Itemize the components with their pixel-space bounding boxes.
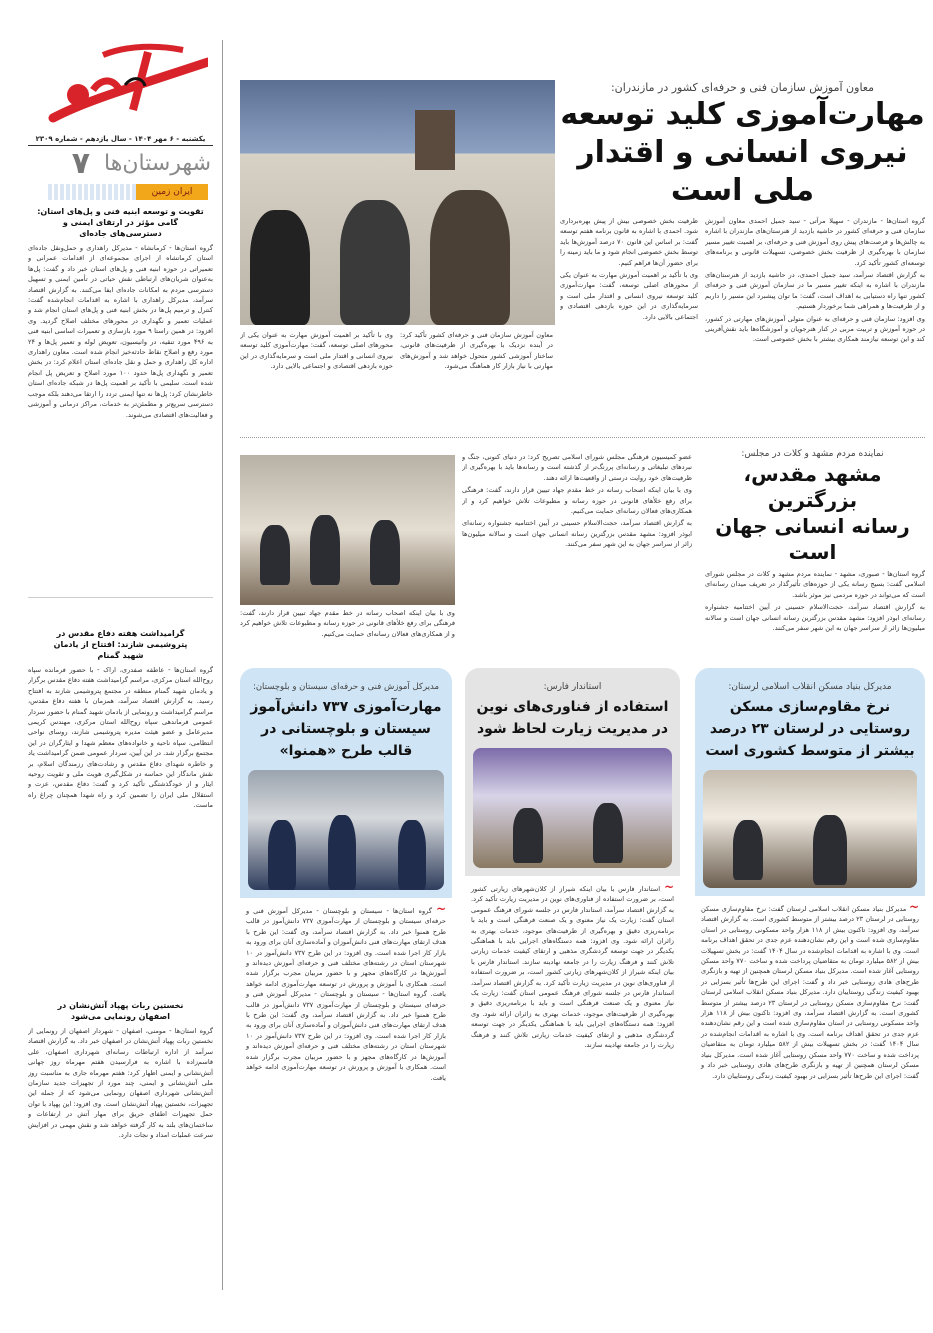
box-headline[interactable]: مهارت‌آموزی ۷۳۷ دانش‌آموز سیستان و بلوچستانی در قالب طرح «همنوا» <box>250 699 442 759</box>
band-label: ایران زمین <box>136 184 208 200</box>
second-body-col-1: گروه استان‌ها - صبوری، مشهد - نماینده مردم مشهد و کلات در مجلس شورای اسلامی گفت: بسیج رسانه یکی از حوزه‌های تأثیرگذار در تعریف میدان رسانه‌ای است که می‌تواند در حوزه مردمی نیز موثر باشد. به گزارش اقتصاد سرآمد، حجت‌الاسلام حسینی در آیین اختتامیه جشنواره رسانه‌ای ابوذر افزود: مشهد مقدس بزرگترین رسانه انسانی جهان است و سالانه میلیون‌ها زائر از سراسر جهان به این شهر سفر می‌کنند. <box>705 570 925 633</box>
box-photo <box>473 748 672 868</box>
lead-body-col-3: معاون آموزش سازمان فنی و حرفه‌ای کشور تأکید کرد: در آینده نزدیک با بهره‌گیری از ظرفیت‌های قانونی، ساختار آموزشی کشور متحول خواهد شد و آموزش‌های مهارتی با نیاز بازار کار هماهنگ می‌شود. <box>400 331 553 371</box>
sidebar-story-2 <box>28 597 213 992</box>
sidebar-story-3 <box>28 1000 213 1290</box>
lead-headline-2[interactable]: نیروی انسانی و اقتدار ملی است <box>577 135 908 208</box>
section-band <box>48 184 208 200</box>
box-kicker: مدیرکل بنیاد مسکن انقلاب اسلامی لرستان: <box>728 682 892 692</box>
box-lorestan <box>695 668 925 1258</box>
section-title <box>28 146 213 182</box>
box-body: ~ گروه استان‌ها - سیستان و بلوچستان - مدیرکل آموزش فنی و حرفه‌ای سیستان و بلوچستان از مهارت‌آموزی ۷۳۷ دانش‌آموز در قالب طرح همنوا خبر داد. به گزارش اقتصاد سرآمد، وی گفت: این طرح با هدف ارتقای مهارت‌های فنی دانش‌آموزان و آماده‌سازی آنان برای ورود به بازار کار اجرا شده است. وی افزود: در این طرح ۷۳۷ دانش‌آموز در ۱۰ شهرستان استان در رشته‌های مختلف فنی و حرفه‌ای آموزش دیده‌اند و آموزش‌ها در کارگاه‌های مجهز و با حضور مربیان مجرب برگزار شده است. همکاری با آموزش و پرورش در توسعه مهارت‌آموزی ادامه خواهد یافت. گروه استان‌ها - سیستان و بلوچستان - مدیرکل آموزش فنی و حرفه‌ای سیستان و بلوچستان از مهارت‌آموزی ۷۳۷ دانش‌آموز در قالب طرح همنوا خبر داد. به گزارش اقتصاد سرآمد، وی گفت: این طرح با هدف ارتقای مهارت‌های فنی دانش‌آموزان و آماده‌سازی آنان برای ورود به بازار کار اجرا شده است. وی افزود: در این طرح ۷۳۷ دانش‌آموز در ۱۰ شهرستان استان در رشته‌های مختلف فنی و حرفه‌ای آموزش دیده‌اند و آموزش‌ها در کارگاه‌های مجهز و با حضور مربیان مجرب برگزار شده است. همکاری با آموزش و پرورش در توسعه مهارت‌آموزی ادامه خواهد یافت. <box>240 898 452 1258</box>
lead-body-col-4: وی با تأکید بر اهمیت آموزش مهارت به عنوان یکی از محورهای اصلی توسعه، گفت: مهارت‌آموزی کلید توسعه نیروی انسانی و اقتدار ملی است و سرمایه‌گذاری در این حوزه بازدهی اقتصادی و اجتماعی بالایی دارد. <box>240 331 393 371</box>
story-title[interactable]: گرامیداشت هفته دفاع مقدس در پتروشیمی شازند: افتتاح از یادمان شهید گمنام <box>53 629 188 660</box>
story-divider <box>240 437 925 438</box>
story-body: گروه استان‌ها - مومنی، اصفهان - شهردار اصفهان از رونمایی از نخستین ربات پهپاد آتش‌نشان در اصفهان خبر داد. به گزارش اقتصاد سرآمد از اداره ارتباطات رسانه‌ای شهرداری اصفهان، علی قاسم‌زاده با اشاره به فرارسیدن هفتم مهرماه روز جهانی آتش‌نشانی و ایمنی اظهار کرد: هفتم مهرماه جاری به مناسبت روز ملی آتش‌نشانی و ایمنی، چند مورد از تجهیزات جدید سازمان آتش‌نشانی شهرداری اصفهان رونمایی می‌شود که از جمله این تجهیزات، نخستین پهپاد آتش‌نشان است. وی افزود: این پهپاد با توان حمل تجهیزات اطفای حریق برای مهار آتش در ارتفاعات و ساختمان‌های بلند به کار گرفته خواهد شد و نقش مهمی در افزایش سرعت عملیات امداد و نجات دارد. <box>28 1027 213 1140</box>
box-fars <box>465 668 680 1258</box>
source-logo: ~ <box>663 880 674 894</box>
story-body: گروه استان‌ها - کرمانشاه - مدیرکل راهداری و حمل‌ونقل جاده‌ای استان کرمانشاه از اجرای مجموعه‌ای از اقدامات عمرانی و تعمیراتی در حوزه ابنیه فنی و پل‌های استان خبر داد و گفت: پل‌ها به‌عنوان شریان‌های ارتباطی نقش حیاتی در تأمین ایمنی و تسهیل دسترسی مردم به امکانات جاده‌ای ایفا می‌کنند. به گزارش اقتصاد سرآمد، مدیرکل راهداری با اشاره به اقدامات انجام‌شده گفت: کنترل و ترمیم پل‌ها در بخش ابنیه فنی و پل‌های استان انجام شد و عملیات تعمیر و نگهداری در محورهای مختلف اصلاح گردید. وی افزود: در همین راستا ۹ مورد بازسازی و تعمیرات اساسی ابنیه فنی به ۴۹۶ مورد تنقیه، در وانیسیون، تعویض لوله و تعمیر پل‌ها و ۲۴ مورد رفع و اصلاح نقاط حادثه‌خیز انجام شده است. معاون راهداری اداره کل راهداری و حمل و نقل جاده‌ای استان اعلام کرد: در بخش تعمیر و نگهداری پل‌ها حدود ۱۰۰ مورد اصلاح و تعریض پل انجام شده است. سلیمی با تأکید بر اهمیت پل‌ها در شبکه جاده‌ای استان خاطرنشان کرد: پل‌ها نه تنها ایمنی تردد را ارتقا می‌دهند بلکه موجب دسترسی سریع‌تر و مطمئن‌تر به خدمات، مراکز درمانی و آموزشی و فعالیت‌های اقتصادی می‌شوند. <box>28 244 213 419</box>
source-logo: ~ <box>435 902 446 916</box>
section-name: شهرستان‌ها <box>104 151 211 176</box>
box-kicker: مدیرکل آموزش فنی و حرفه‌ای سیستان و بلوچستان: <box>252 682 440 692</box>
box-sistan <box>240 668 452 1258</box>
sidebar-story-1 <box>28 206 213 591</box>
second-headline-2[interactable]: رسانه انسانی جهان است <box>715 514 910 564</box>
lead-headline-1[interactable]: مهارت‌آموزی کلید توسعه <box>560 97 925 132</box>
date-line: یکشنبه - ۶ مهر ۱۴۰۴ - سال یازدهم - شماره ۲۳۰۹ <box>28 135 213 146</box>
column-divider <box>222 40 223 1290</box>
lead-body-row <box>560 216 925 432</box>
story-body: گروه استان‌ها - عاطفه صفدری، اراک - با حضور فرمانده سپاه روح‌الله استان مرکزی، مراسم گرامیداشت هفته دفاع مقدس برگزار و یادمان شهید گمنام منطقه در مجتمع پتروشیمی شازند به افتتاح رسید. به گزارش اقتصاد سرآمد، همزمان با هفته دفاع مقدس، مراسم گرامیداشت و رونمایی از یادمان شهید گمنام با حضور سردار عمومی فرماندهی سپاه روح‌الله استان مرکزی، مهندس کریمی مدیرعامل و عضو هیئت مدیره پتروشیمی شازند، روسای نواحی انتظامی، سپاه ناحیه و خانواده‌های معظم شهدا و ایثارگران در این مجتمع برگزار شد. در این آیین، سردار عمومی ضمن گرامیداشت یاد و خاطره شهدای دفاع مقدس و رشادت‌های رزمندگان اسلام، بر نقش ماندگار این حماسه در شکل‌گیری هویت ملی و تقویت روحیه ایثار و از خودگذشتگی تأکید کرد و گفت: دفاع مقدس، عزت و استقلال ملی ایران را تضمین کرد و راه شهدا همچنان چراغ راه ماست. <box>28 666 213 810</box>
lead-photo <box>240 80 555 325</box>
box-photo <box>703 770 917 888</box>
lead-body-col-1: گروه استان‌ها - مازندران - سهیلا مرآتی - سید جمیل احمدی معاون آموزش سازمان فنی و حرفه‌ای کشور در حاشیه بازدید از هنرستان‌های مازندران با اشاره به چالش‌ها و فرصت‌های پیش روی آموزش فنی و حرفه‌ای، بر اهمیت تغییر مسیر سازمان با بهره‌گیری از ظرفیت بخش خصوصی، تسهیلات قانونی و برنامه‌های توسعه‌ای کشور تأکید کرد. به گزارش اقتصاد سرآمد، سید جمیل احمدی، در حاشیه بازدید از هنرستان‌های مازندران با اشاره به اینکه تغییر مسیر ما در سازمان آموزش فنی و حرفه‌ای کشور تنها راه دستیابی به اهداف است، گفت: ما توان پیشبرد این مسیر را داریم و از ظرفیت‌ها و همراهی شما برخوردار هستیم. وی افزود: سازمان فنی و حرفه‌ای به عنوان متولی آموزش‌های مهارتی در کشور، در حوزه آموزش و تربیت مربی در کنار هنرجویان و آموزشگاه‌ها باید نقش‌آفرینی کند و این توسعه نیازمند همکاری بیشتر با بخش خصوصی است. <box>705 217 925 344</box>
page-number: ۷ <box>71 146 91 181</box>
second-kicker: نماینده مردم مشهد و کلات در مجلس: <box>741 449 884 459</box>
box-body: ~ استاندار فارس با بیان اینکه شیراز از کلان‌شهرهای زیارتی کشور است، بر ضرورت استفاده از فناوری‌های نوین در مدیریت زیارت تأکید کرد. به گزارش اقتصاد سرآمد، استاندار فارس در جلسه شورای فرهنگ عمومی استان گفت: زیارت یک نیاز معنوی و یک صنعت فرهنگی است و باید با برنامه‌ریزی دقیق و بهره‌گیری از ظرفیت‌های موجود، خدمات بهتری به زائران ارائه شود. وی افزود: همه دستگاه‌های اجرایی باید با هماهنگی یکدیگر در جهت توسعه گردشگری مذهبی و ارتقای کیفیت خدمات زیارتی تلاش کنند و فرهنگ زیارت را در جامعه نهادینه سازند. استاندار فارس با بیان اینکه شیراز از کلان‌شهرهای زیارتی کشور است، بر ضرورت استفاده از فناوری‌های نوین در مدیریت زیارت تأکید کرد. به گزارش اقتصاد سرآمد، استاندار فارس در جلسه شورای فرهنگ عمومی استان گفت: زیارت یک نیاز معنوی و یک صنعت فرهنگی است و باید با برنامه‌ریزی دقیق و بهره‌گیری از ظرفیت‌های موجود، خدمات بهتری به زائران ارائه شود. وی افزود: همه دستگاه‌های اجرایی باید با هماهنگی یکدیگر در جهت توسعه گردشگری مذهبی و ارتقای کیفیت خدمات زیارتی تلاش کنند و فرهنگ زیارت را در جامعه نهادینه سازند. <box>465 876 680 1258</box>
second-photo <box>240 455 455 605</box>
box-headline[interactable]: نرخ مقاوم‌سازی مسکن روستایی در لرستان ۲۳ درصد بیشتر از متوسط کشوری است <box>705 699 915 759</box>
lead-kicker: معاون آموزش سازمان فنی و حرفه‌ای کشور در مازندران: <box>610 81 875 94</box>
box-photo <box>248 770 444 890</box>
box-body: ~ مدیرکل بنیاد مسکن انقلاب اسلامی لرستان گفت: نرخ مقاوم‌سازی مسکن روستایی در لرستان ۲۳ درصد بیشتر از متوسط کشوری است. به گزارش اقتصاد سرآمد، وی افزود: تاکنون بیش از ۱۱۸ هزار واحد مسکونی روستایی در استان مقاوم‌سازی شده است و این رقم نشان‌دهنده عزم جدی در تحقق اهداف برنامه است. وی با اشاره به اقدامات انجام‌شده در سال ۱۴۰۴ گفت: در بخش تسهیلات بیش از ۵۸۲ میلیارد تومان به متقاضیان پرداخت شده و ساخت ۷۷۰ واحد مسکن روستایی آغاز شده است. مدیرکل بنیاد مسکن لرستان همچنین از تهیه و بازنگری طرح‌های هادی روستایی خبر داد و گفت: اجرای این طرح‌ها تأثیر بسزایی در بهبود کیفیت زندگی روستاییان دارد. مدیرکل بنیاد مسکن انقلاب اسلامی لرستان گفت: نرخ مقاوم‌سازی مسکن روستایی در لرستان ۲۳ درصد بیشتر از متوسط کشوری است. به گزارش اقتصاد سرآمد، وی افزود: تاکنون بیش از ۱۱۸ هزار واحد مسکونی روستایی در استان مقاوم‌سازی شده است و این رقم نشان‌دهنده عزم جدی در تحقق اهداف برنامه است. وی با اشاره به اقدامات انجام‌شده در سال ۱۴۰۴ گفت: در بخش تسهیلات بیش از ۵۸۲ میلیارد تومان به متقاضیان پرداخت شده و ساخت ۷۷۰ واحد مسکن روستایی آغاز شده است. مدیرکل بنیاد مسکن لرستان همچنین از تهیه و بازنگری طرح‌های هادی روستایی خبر داد و گفت: اجرای این طرح‌ها تأثیر بسزایی در بهبود کیفیت زندگی روستاییان دارد. <box>695 896 925 1258</box>
masthead-logo <box>33 40 208 135</box>
sidebar <box>28 40 213 1290</box>
band-stripes <box>48 184 136 200</box>
second-body-col-2: عضو کمیسیون فرهنگی مجلس شورای اسلامی تصریح کرد: در دنیای کنونی، جنگ و نبردهای تبلیغاتی و رسانه‌ای پررنگ‌تر از گذشته است و رسانه‌ها باید با بهره‌گیری از ظرفیت‌های خود روایت درستی از واقعیت‌ها ارائه دهند. وی با بیان اینکه اصحاب رسانه در خط مقدم جهاد تبیین قرار دارند، گفت: فرهنگی برای رفع خلأهای قانونی در حوزه رسانه و مطبوعات تلاش خواهیم کرد و از همکاری‌های فعالان رسانه‌ای حمایت می‌کنیم. به گزارش اقتصاد سرآمد، حجت‌الاسلام حسینی در آیین اختتامیه جشنواره رسانه‌ای ابوذر افزود: مشهد مقدس بزرگترین رسانه انسانی جهان است و سالانه میلیون‌ها زائر از سراسر جهان به این شهر سفر می‌کنند. <box>462 453 692 549</box>
second-headline-1[interactable]: مشهد مقدس، بزرگترین <box>743 462 882 512</box>
second-body-col-3: وی با بیان اینکه اصحاب رسانه در خط مقدم جهاد تبیین قرار دارند، گفت: فرهنگی برای رفع خلأهای قانونی در حوزه رسانه و مطبوعات تلاش خواهیم کرد و از همکاری‌های فعالان رسانه‌ای حمایت می‌کنیم. <box>240 609 455 638</box>
second-story <box>700 448 925 652</box>
box-headline[interactable]: استفاده از فناوری‌های نوین در مدیریت زیارت لحاظ شود <box>476 699 669 737</box>
lead-body-col-2: ظرفیت بخش خصوصی بیش از پیش بهره‌برداری شود. احمدی با اشاره به قانون برنامه هفتم توسعه گفت: بر اساس این قانون ۷۰ درصد آموزش‌ها باید توسط بخش خصوصی انجام شود و ما باید زمینه را برای حضور آن‌ها فراهم کنیم. وی با تأکید بر اهمیت آموزش مهارت به عنوان یکی از محورهای اصلی توسعه، گفت: مهارت‌آموزی کلید توسعه نیروی انسانی و اقتدار ملی است و سرمایه‌گذاری در این حوزه بازدهی اقتصادی و اجتماعی بالایی دارد. <box>560 217 698 321</box>
story-title[interactable]: تقویت و توسعه ابنیه فنی و پل‌های استان: گامی مؤثر در ارتقای ایمنی و دسترسی‌های جاده‌ای <box>37 207 204 238</box>
lead-story <box>560 80 925 432</box>
source-logo: ~ <box>908 900 919 914</box>
story-title[interactable]: نخستین ربات پهپاد آتش‌نشان در اصفهان رونمایی می‌شود <box>57 1001 184 1021</box>
box-kicker: استاندار فارس: <box>543 682 602 692</box>
